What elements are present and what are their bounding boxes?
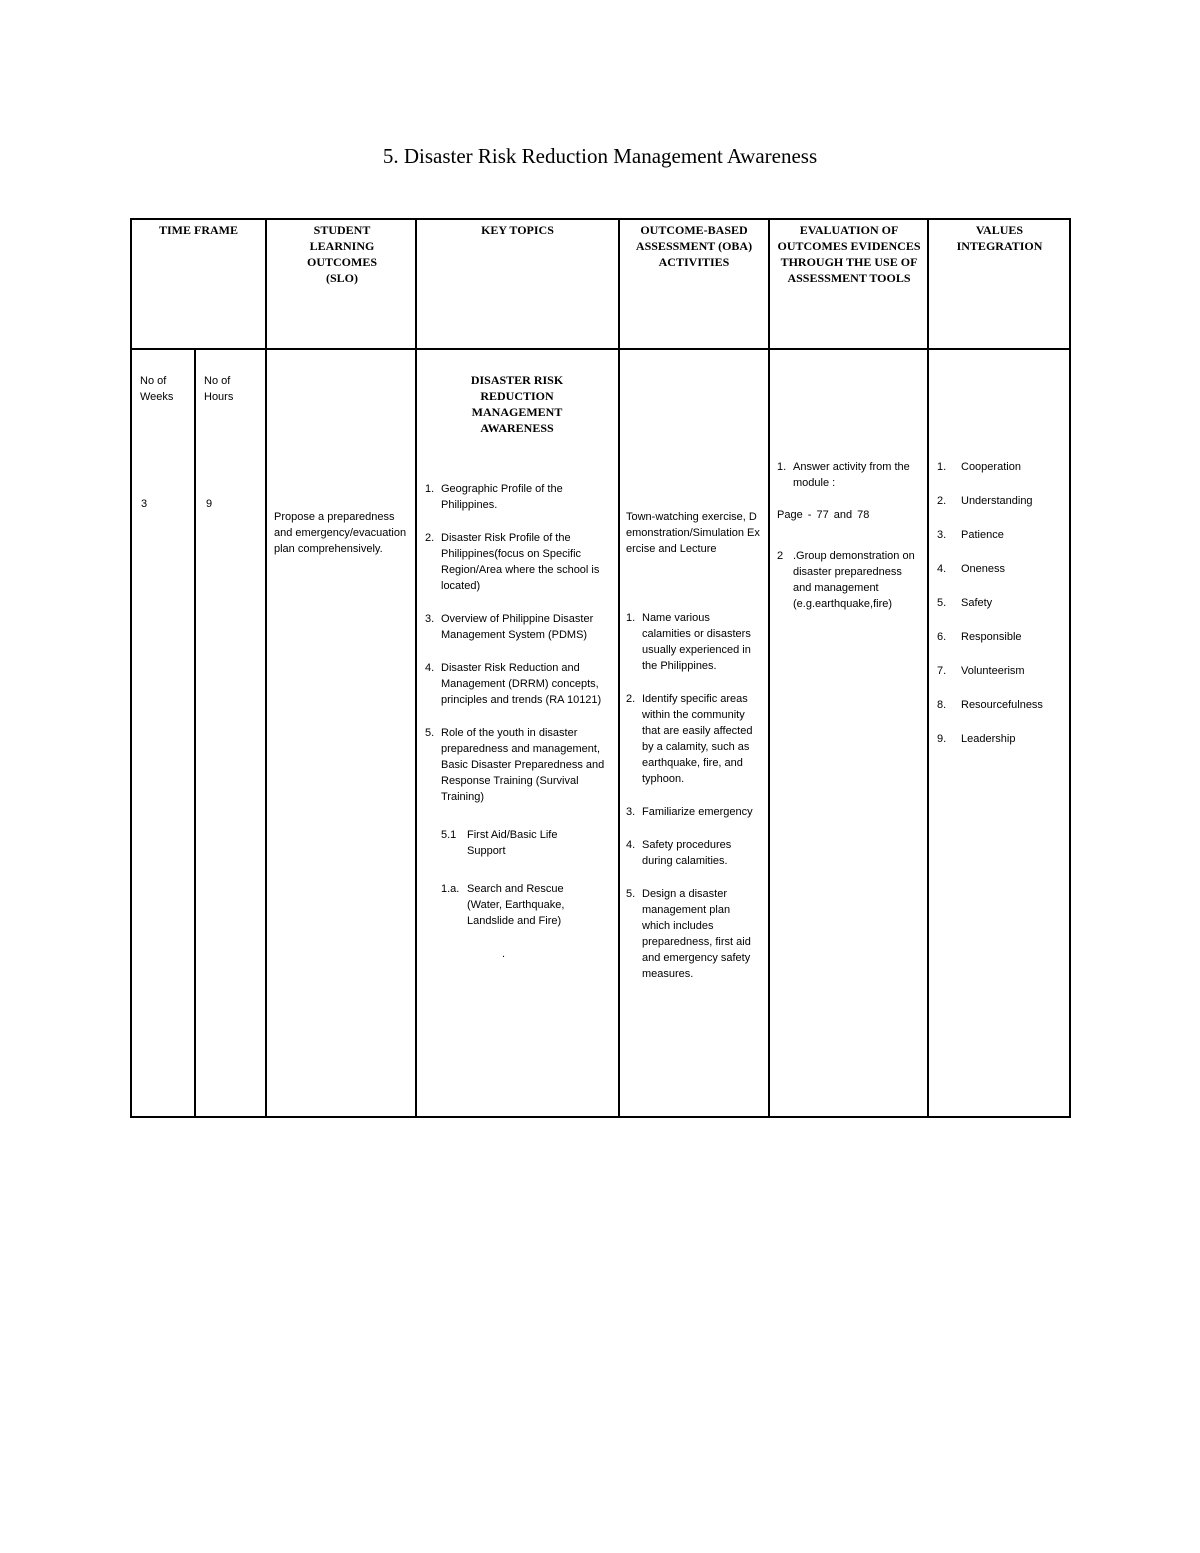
item-number: 3.: [937, 529, 947, 541]
item-number: 6.: [937, 631, 947, 643]
item-text: Answer activity from the module :: [793, 461, 910, 489]
list-item: [626, 610, 761, 674]
list-item: [937, 731, 1062, 765]
item-number: 1.a.: [441, 883, 460, 895]
item-text: Search and Rescue (Water, Earthquake, Landslide and Fire): [467, 883, 565, 927]
evaluation-page: Page - 77 and 78: [777, 509, 870, 521]
item-text: Safety procedures during calamities.: [642, 839, 732, 867]
weeks-label: No of Weeks: [140, 375, 174, 403]
item-number: 2.: [425, 532, 435, 544]
item-number: 3.: [626, 806, 636, 818]
item-number: 5.: [425, 727, 435, 739]
column-divider: [194, 350, 196, 1116]
list-item: [937, 459, 1062, 493]
item-text: .Group demonstration on disaster preparedness and management (e.g.earthquake,fire): [793, 550, 915, 610]
key-topics-list: [425, 481, 611, 962]
values-list: [937, 459, 1062, 765]
item-text: Identify specific areas within the community that are easily affected by a calamity, such as earthquake, fire, and typhoon.: [642, 693, 753, 785]
list-item: [777, 548, 922, 612]
item-text: Cooperation: [961, 461, 1021, 473]
column-divider: [768, 220, 770, 1116]
item-text: Familiarize emergency: [642, 806, 753, 818]
list-item: [425, 611, 611, 643]
column-divider: [618, 220, 620, 1116]
item-text: Disaster Risk Reduction and Management (DRRM) concepts, principles and trends (RA 10121): [441, 662, 602, 706]
list-item: [626, 691, 761, 787]
item-number: 1.: [777, 461, 787, 473]
header-key-topics: KEY TOPICS: [481, 223, 554, 237]
list-item: [626, 804, 761, 820]
list-item: [626, 886, 761, 982]
item-text: Geographic Profile of the Philippines.: [441, 483, 563, 511]
item-number: 7.: [937, 665, 947, 677]
header-evaluation: EVALUATION OF OUTCOMES EVIDENCES THROUGH THE USE OF ASSESSMENT TOOLS: [777, 223, 921, 285]
item-number: 8.: [937, 699, 947, 711]
header-oba: OUTCOME-BASED ASSESSMENT (OBA) ACTIVITIES: [635, 223, 753, 269]
key-topics-heading: DISASTER RISK REDUCTION MANAGEMENT AWARENESS: [470, 373, 564, 435]
item-number: 3.: [425, 613, 435, 625]
item-text: Understanding: [961, 495, 1033, 507]
curriculum-table: [130, 218, 1071, 1118]
list-item: [425, 660, 611, 708]
item-text: Design a disaster management plan which includes preparedness, first aid and emergency safety measures.: [642, 888, 751, 980]
item-text: Disaster Risk Profile of the Philippines(focus on Specific Region/Area where the school is located): [441, 532, 600, 592]
item-number: 2.: [626, 693, 636, 705]
item-text: Resourcefulness: [961, 699, 1043, 711]
list-item: [937, 527, 1062, 561]
list-item: [937, 595, 1062, 629]
column-divider: [415, 220, 417, 1116]
list-item: [937, 493, 1062, 527]
list-item: [425, 481, 611, 513]
item-text: Safety: [961, 597, 993, 609]
header-values: VALUES INTEGRATION: [956, 223, 1043, 253]
list-item: [425, 725, 611, 805]
list-item: [937, 663, 1062, 697]
item-number: 4.: [425, 662, 435, 674]
item-number: 9.: [937, 733, 947, 745]
list-item: [425, 530, 611, 594]
item-number: 5.1: [441, 829, 457, 841]
item-text: Volunteerism: [961, 665, 1025, 677]
header-time-frame: TIME FRAME: [159, 223, 238, 237]
item-number: 2.: [937, 495, 947, 507]
hours-label: No of Hours: [204, 375, 234, 403]
page-title: 5. Disaster Risk Reduction Management Awareness: [382, 144, 818, 168]
sub-list-item: [425, 881, 571, 929]
slo-text: Propose a preparedness and emergency/evacuation plan comprehensively.: [274, 511, 407, 555]
item-number: 2: [777, 550, 784, 562]
oba-list: [626, 610, 761, 999]
item-number: 5.: [626, 888, 636, 900]
item-text: Leadership: [961, 733, 1016, 745]
item-text: Overview of Philippine Disaster Management System (PDMS): [441, 613, 594, 641]
item-text: Patience: [961, 529, 1004, 541]
trailing-dot: .: [502, 948, 506, 960]
header-slo: STUDENT LEARNING OUTCOMES (SLO): [306, 223, 377, 285]
item-number: 4.: [937, 563, 947, 575]
item-text: Role of the youth in disaster preparedness and management, Basic Disaster Preparedness and Response Training (Survival Training): [441, 727, 605, 803]
item-text: Name various calamities or disasters usually experienced in the Philippines.: [642, 612, 751, 672]
column-divider: [927, 220, 929, 1116]
item-number: 1.: [626, 612, 636, 624]
item-number: 1.: [425, 483, 435, 495]
item-number: 4.: [626, 839, 636, 851]
evaluation-list: [777, 459, 922, 629]
column-divider: [265, 220, 267, 1116]
list-item: [937, 629, 1062, 663]
list-item: [937, 561, 1062, 595]
item-number: 1.: [937, 461, 947, 473]
list-item: [937, 697, 1062, 731]
item-text: Responsible: [961, 631, 1022, 643]
list-item: [626, 837, 761, 869]
item-text: First Aid/Basic Life Support: [467, 829, 558, 857]
item-text: Oneness: [961, 563, 1006, 575]
oba-intro: Town-watching exercise, Demonstration/Simulation Exercise and Lecture: [626, 511, 760, 555]
list-item: [777, 459, 922, 491]
item-number: 5.: [937, 597, 947, 609]
weeks-value: 3: [141, 498, 148, 510]
sub-list-item: [425, 827, 571, 859]
hours-value: 9: [206, 498, 213, 510]
